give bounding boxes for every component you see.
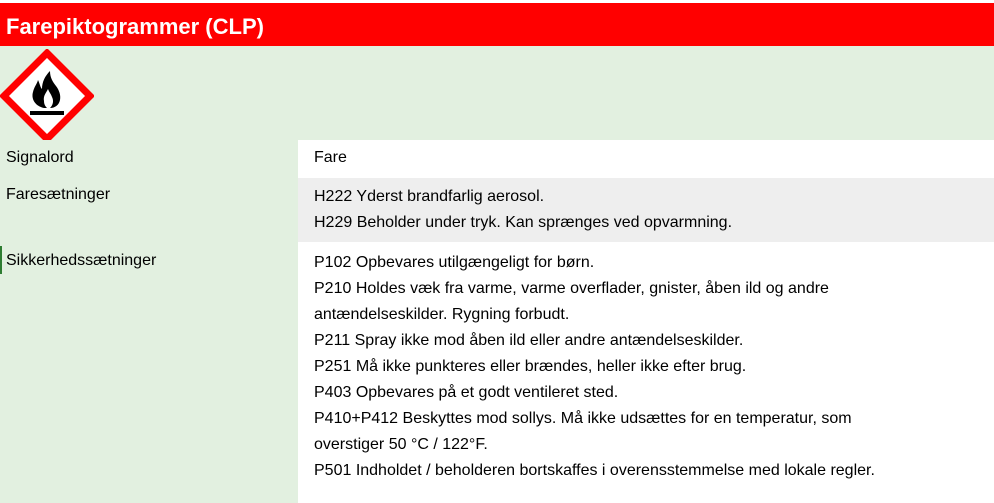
active-row-marker bbox=[0, 246, 2, 274]
hazard-statements-label: Faresætninger bbox=[6, 186, 111, 203]
precautionary-statement-line: antændelseskilder. Rygning forbudt. bbox=[314, 306, 570, 323]
precautionary-statement-line: P102 Opbevares utilgængeligt for børn. bbox=[314, 254, 595, 271]
section-header bbox=[0, 3, 994, 46]
precautionary-statement-line: P403 Opbevares på et godt ventileret sted. bbox=[314, 384, 619, 401]
hazard-statements-cell bbox=[298, 178, 994, 242]
precautionary-statement-line: overstiger 50 °C / 122°F. bbox=[314, 436, 488, 453]
precautionary-statement-line: P501 Indholdet / beholderen bortskaffes i overensstemmelse med lokale regler. bbox=[314, 462, 875, 479]
precautionary-statement-line: P251 Må ikke punkteres eller brændes, heller ikke efter brug. bbox=[314, 358, 747, 375]
flame-icon bbox=[0, 49, 94, 143]
precautionary-statement-line: P210 Holdes væk fra varme, varme overflader, gnister, åben ild og andre bbox=[314, 280, 829, 297]
hazard-statement-line: H222 Yderst brandfarlig aerosol. bbox=[314, 188, 545, 205]
signal-word-label: Signalord bbox=[6, 149, 74, 166]
label-column bbox=[0, 140, 298, 503]
precautionary-statements-cell bbox=[298, 242, 994, 503]
precautionary-statement-line: P211 Spray ikke mod åben ild eller andre antændelseskilder. bbox=[314, 332, 744, 349]
signal-word-cell bbox=[298, 140, 994, 178]
section-title: Farepiktogrammer (CLP) bbox=[6, 14, 264, 39]
precautionary-statements-label: Sikkerhedssætninger bbox=[6, 252, 157, 269]
hazard-statement-line: H229 Beholder under tryk. Kan sprænges ved opvarmning. bbox=[314, 214, 733, 231]
pictogram-band bbox=[0, 46, 994, 140]
signal-word-value: Fare bbox=[314, 149, 347, 166]
precautionary-statement-line: P410+P412 Beskyttes mod sollys. Må ikke udsættes for en temperatur, som bbox=[314, 410, 852, 427]
